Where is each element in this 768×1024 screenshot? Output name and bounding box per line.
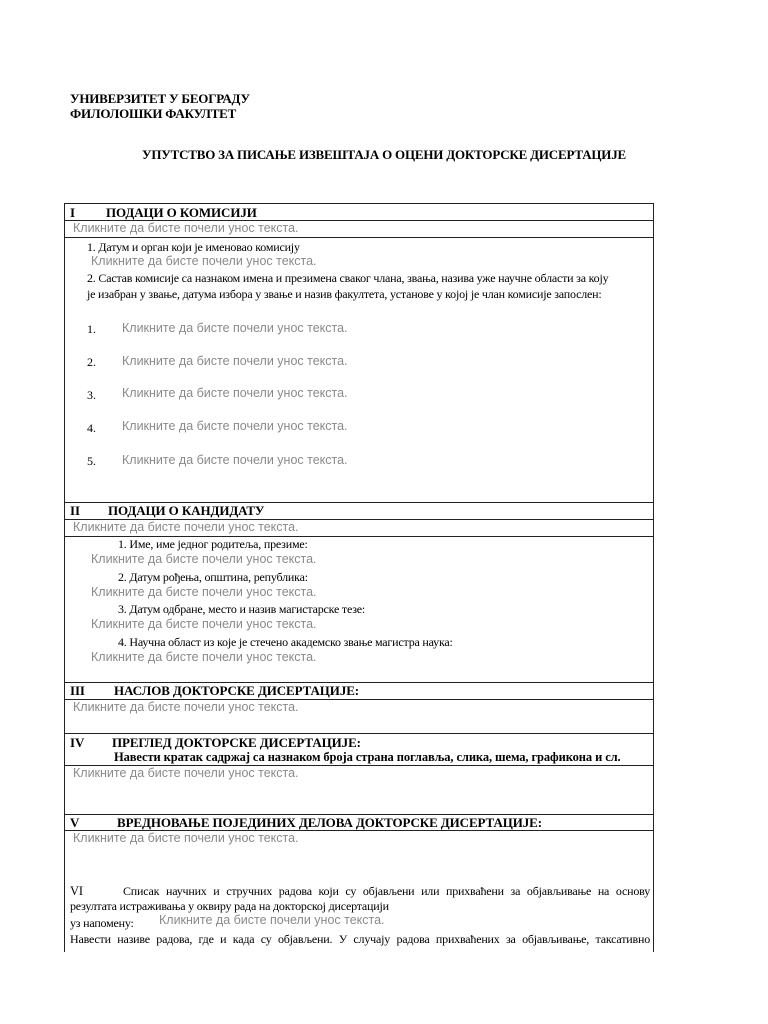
section-3-number: III bbox=[70, 683, 85, 698]
thesis-defense-label: 3. Датум одбране, место и назив магистарске тезе: bbox=[118, 602, 366, 616]
member-3-input[interactable]: Кликните да бисте почели унос текста. bbox=[122, 386, 348, 400]
university-name: УНИВЕРЗИТЕТ У БЕОГРАДУ bbox=[70, 91, 250, 106]
commission-appointment-input[interactable]: Кликните да бисте почели унос текста. bbox=[91, 254, 317, 268]
section-1-title: ПОДАЦИ О КОМИСИЈИ bbox=[106, 205, 257, 220]
section-5-number: V bbox=[70, 815, 80, 830]
row-divider bbox=[65, 733, 653, 734]
section-4-subtitle: Навести кратак садржај са назнаком броја страна поглавља, слика, шема, графикона и сл. bbox=[114, 750, 621, 764]
form-table bbox=[64, 203, 654, 952]
member-number: 1. bbox=[87, 322, 96, 336]
section-6-text: Списак научних и стручних радова који су објављени или прихваћени за објављивање на основу bbox=[123, 884, 650, 898]
commission-composition-label: 2. Састав комисије са назнаком имена и презимена сваког члана, звања, назива уже научне области за коју bbox=[87, 271, 609, 285]
commission-composition-label-2: је изабран у звање, датума избора у звање и назив факултета, установе у којој је члан комисије запослен: bbox=[87, 287, 602, 301]
scientific-field-input[interactable]: Кликните да бисте почели унос текста. bbox=[91, 650, 317, 664]
document-title: УПУТСТВО ЗА ПИСАЊЕ ИЗВЕШТАЈА О ОЦЕНИ ДОКТОРСКЕ ДИСЕРТАЦИЈЕ bbox=[142, 147, 626, 162]
section-4-title: ПРЕГЛЕД ДОКТОРСКЕ ДИСЕРТАЦИЈЕ: bbox=[112, 735, 361, 750]
section-5-title: ВРЕДНОВАЊЕ ПОЈЕДИНИХ ДЕЛОВА ДОКТОРСКЕ ДИСЕРТАЦИЈЕ: bbox=[117, 815, 542, 830]
parent-name-input[interactable]: Кликните да бисте почели унос текста. bbox=[91, 552, 317, 566]
birth-date-label: 2. Датум рођења, општина, република: bbox=[118, 570, 308, 584]
section-4-input[interactable]: Кликните да бисте почели унос текста. bbox=[73, 766, 299, 780]
section-6-instruction: Навести називе радова, где и када су објављени. У случају радова прихваћених за објављивање, таксативно bbox=[70, 932, 650, 946]
section-1-input[interactable]: Кликните да бисте почели унос текста. bbox=[73, 221, 299, 235]
member-1-input[interactable]: Кликните да бисте почели унос текста. bbox=[122, 321, 348, 335]
parent-name-label: 1. Име, име једног родитеља, презиме: bbox=[118, 537, 308, 551]
member-5-input[interactable]: Кликните да бисте почели унос текста. bbox=[122, 453, 348, 467]
thesis-defense-input[interactable]: Кликните да бисте почели унос текста. bbox=[91, 617, 317, 631]
section-1-number: I bbox=[70, 205, 75, 220]
row-divider bbox=[65, 237, 653, 238]
commission-appointment-label: 1. Датум и орган који је именовао комисију bbox=[87, 240, 300, 254]
member-number: 2. bbox=[87, 355, 96, 369]
section-6-note-label: уз напомену: bbox=[70, 916, 134, 930]
member-number: 4. bbox=[87, 421, 96, 435]
section-3-input[interactable]: Кликните да бисте почели унос текста. bbox=[73, 700, 299, 714]
section-4-number: IV bbox=[70, 735, 85, 750]
section-2-number: II bbox=[70, 503, 80, 518]
section-6-number: VI bbox=[70, 884, 83, 898]
birth-date-input[interactable]: Кликните да бисте почели унос текста. bbox=[91, 585, 317, 599]
section-3-title: НАСЛОВ ДОКТОРСКЕ ДИСЕРТАЦИЈЕ: bbox=[114, 683, 360, 698]
member-number: 5. bbox=[87, 454, 96, 468]
member-4-input[interactable]: Кликните да бисте почели унос текста. bbox=[122, 419, 348, 433]
section-2-input[interactable]: Кликните да бисте почели унос текста. bbox=[73, 520, 299, 534]
member-2-input[interactable]: Кликните да бисте почели унос текста. bbox=[122, 354, 348, 368]
section-6-text-2: резултата истраживања у оквиру рада на докторској дисертацији bbox=[70, 899, 389, 913]
section-2-title: ПОДАЦИ О КАНДИДАТУ bbox=[108, 503, 265, 518]
section-5-input[interactable]: Кликните да бисте почели унос текста. bbox=[73, 831, 299, 845]
member-number: 3. bbox=[87, 388, 96, 402]
faculty-name: ФИЛОЛОШКИ ФАКУЛТЕТ bbox=[70, 106, 237, 121]
section-6-input[interactable]: Кликните да бисте почели унос текста. bbox=[159, 913, 385, 927]
scientific-field-label: 4. Научна област из које је стечено академско звање магистра наука: bbox=[118, 635, 453, 649]
